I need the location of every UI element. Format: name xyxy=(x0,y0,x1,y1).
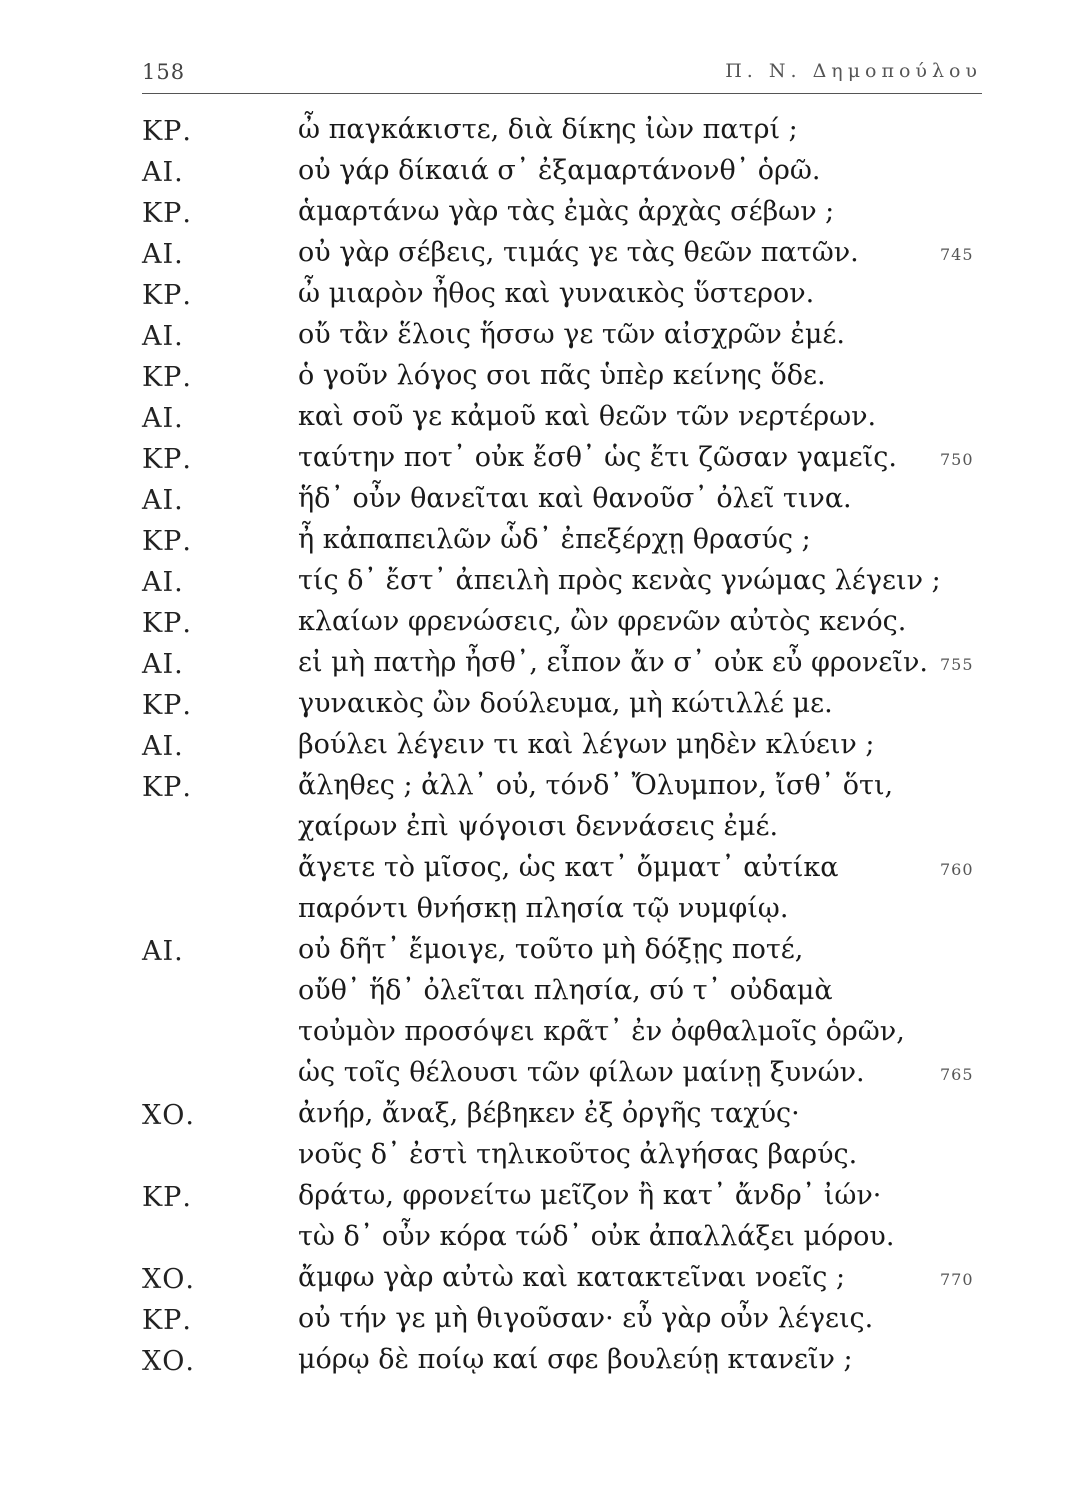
verse-line xyxy=(0,194,1085,235)
verse-text: καὶ σοῦ γε κἀμοῦ καὶ θεῶν τῶν νερτέρων. xyxy=(298,401,877,432)
speaker-label: ΧΟ. xyxy=(142,1264,195,1295)
verse-line xyxy=(0,1260,1085,1301)
page-number: 158 xyxy=(142,60,186,84)
verse-line xyxy=(0,1301,1085,1342)
speaker-label: ΑΙ. xyxy=(142,403,184,434)
running-head: Π. Ν. Δημοπούλου xyxy=(725,60,982,82)
verse-text: δράτω, φρονείτω μεῖζον ἢ κατ᾽ ἄνδρ᾽ ἰών· xyxy=(298,1180,882,1211)
page-header xyxy=(142,58,982,88)
verse-line xyxy=(0,1055,1085,1096)
line-number: 750 xyxy=(940,450,974,469)
verse-text: ἄληθες ; ἀλλ᾽ οὐ, τόνδ᾽ Ὄλυμπον, ἴσθ᾽ ὅτι, xyxy=(298,770,894,801)
verse-line xyxy=(0,153,1085,194)
speaker-label: ΚΡ. xyxy=(142,198,192,229)
verse-line xyxy=(0,1096,1085,1137)
verse-text: γυναικὸς ὢν δούλευμα, μὴ κώτιλλέ με. xyxy=(298,688,833,719)
verse-line xyxy=(0,973,1085,1014)
verse-text: οὐ τήν γε μὴ θιγοῦσαν· εὖ γὰρ οὖν λέγεις. xyxy=(298,1303,874,1334)
speaker-label: ΑΙ. xyxy=(142,321,184,352)
verse-line xyxy=(0,645,1085,686)
line-number: 770 xyxy=(940,1270,974,1289)
verse-text: εἰ μὴ πατὴρ ἦσθ᾽, εἶπον ἄν σ᾽ οὐκ εὖ φρονεῖν. xyxy=(298,647,928,678)
verse-text: ὦ μιαρὸν ἦθος καὶ γυναικὸς ὕστερον. xyxy=(298,278,815,309)
speaker-label: ΑΙ. xyxy=(142,936,184,967)
verse-line xyxy=(0,317,1085,358)
verse-text: ἦ κἀπαπειλῶν ὧδ᾽ ἐπεξέρχῃ θρασύς ; xyxy=(298,524,811,555)
verse-text: οὐ γάρ δίκαιά σ᾽ ἐξαμαρτάνονθ᾽ ὁρῶ. xyxy=(298,155,821,186)
verse-text: ἄμφω γὰρ αὐτὼ καὶ κατακτεῖναι νοεῖς ; xyxy=(298,1262,846,1293)
verse-line xyxy=(0,112,1085,153)
speaker-label: ΚΡ. xyxy=(142,1182,192,1213)
verse-line xyxy=(0,1178,1085,1219)
verse-line xyxy=(0,1137,1085,1178)
verse-text: ταύτην ποτ᾽ οὐκ ἔσθ᾽ ὡς ἔτι ζῶσαν γαμεῖς. xyxy=(298,442,897,473)
speaker-label: ΚΡ. xyxy=(142,608,192,639)
verse-text: οὐ γὰρ σέβεις, τιμάς γε τὰς θεῶν πατῶν. xyxy=(298,237,859,268)
speaker-label: ΚΡ. xyxy=(142,526,192,557)
verse-text: μόρῳ δὲ ποίῳ καί σφε βουλεύῃ κτανεῖν ; xyxy=(298,1344,853,1375)
verse-line xyxy=(0,1014,1085,1055)
speaker-label: ΚΡ. xyxy=(142,444,192,475)
verse-text: ἥδ᾽ οὖν θανεῖται καὶ θανοῦσ᾽ ὀλεῖ τινα. xyxy=(298,483,852,514)
verse-line xyxy=(0,276,1085,317)
verse-text: τίς δ᾽ ἔστ᾽ ἀπειλὴ πρὸς κενὰς γνώμας λέγειν ; xyxy=(298,565,941,596)
verse-text: ἁμαρτάνω γὰρ τὰς ἐμὰς ἀρχὰς σέβων ; xyxy=(298,196,835,227)
verse-line xyxy=(0,768,1085,809)
verse-text: οὐ δῆτ᾽ ἔμοιγε, τοῦτο μὴ δόξῃς ποτέ, xyxy=(298,934,804,965)
speaker-label: ΚΡ. xyxy=(142,1305,192,1336)
verse-line xyxy=(0,727,1085,768)
verse-line xyxy=(0,1219,1085,1260)
verse-list xyxy=(0,112,1085,1383)
speaker-label: ΚΡ. xyxy=(142,116,192,147)
speaker-label: ΑΙ. xyxy=(142,485,184,516)
line-number: 745 xyxy=(940,245,974,264)
speaker-label: ΑΙ. xyxy=(142,731,184,762)
speaker-label: ΑΙ. xyxy=(142,567,184,598)
verse-line xyxy=(0,399,1085,440)
speaker-label: ΧΟ. xyxy=(142,1346,195,1377)
verse-line xyxy=(0,809,1085,850)
verse-text: ὦ παγκάκιστε, διὰ δίκης ἰὼν πατρί ; xyxy=(298,114,798,145)
verse-line xyxy=(0,440,1085,481)
verse-text: βούλει λέγειν τι καὶ λέγων μηδὲν κλύειν ; xyxy=(298,729,875,760)
verse-text: ὡς τοῖς θέλουσι τῶν φίλων μαίνῃ ξυνών. xyxy=(298,1057,865,1088)
verse-line xyxy=(0,850,1085,891)
verse-text: τὼ δ᾽ οὖν κόρα τώδ᾽ οὐκ ἀπαλλάξει μόρου. xyxy=(298,1221,895,1252)
verse-line xyxy=(0,235,1085,276)
verse-text: ἀνήρ, ἄναξ, βέβηκεν ἐξ ὀργῆς ταχύς· xyxy=(298,1098,800,1129)
verse-text: ἄγετε τὸ μῖσος, ὡς κατ᾽ ὄμματ᾽ αὐτίκα xyxy=(298,852,839,883)
line-number: 765 xyxy=(940,1065,974,1084)
speaker-label: ΚΡ. xyxy=(142,690,192,721)
verse-line xyxy=(0,686,1085,727)
header-rule xyxy=(142,93,982,94)
verse-text: παρόντι θνήσκῃ πλησία τῷ νυμφίῳ. xyxy=(298,893,789,924)
verse-text: ὁ γοῦν λόγος σοι πᾶς ὑπὲρ κείνης ὅδε. xyxy=(298,360,826,391)
verse-line xyxy=(0,604,1085,645)
speaker-label: ΚΡ. xyxy=(142,362,192,393)
verse-text: τοὐμὸν προσόψει κρᾶτ᾽ ἐν ὀφθαλμοῖς ὁρῶν, xyxy=(298,1016,905,1047)
verse-text: οὔ τἂν ἕλοις ἥσσω γε τῶν αἰσχρῶν ἐμέ. xyxy=(298,319,845,350)
speaker-label: ΚΡ. xyxy=(142,772,192,803)
line-number: 755 xyxy=(940,655,974,674)
line-number: 760 xyxy=(940,860,974,879)
verse-line xyxy=(0,522,1085,563)
speaker-label: ΑΙ. xyxy=(142,239,184,270)
verse-text: χαίρων ἐπὶ ψόγοισι δεννάσεις ἐμέ. xyxy=(298,811,779,842)
speaker-label: ΑΙ. xyxy=(142,649,184,680)
verse-line xyxy=(0,481,1085,522)
verse-line xyxy=(0,891,1085,932)
verse-line xyxy=(0,563,1085,604)
verse-text: νοῦς δ᾽ ἐστὶ τηλικοῦτος ἀλγήσας βαρύς. xyxy=(298,1139,858,1170)
verse-line xyxy=(0,932,1085,973)
speaker-label: ΚΡ. xyxy=(142,280,192,311)
speaker-label: ΑΙ. xyxy=(142,157,184,188)
verse-line xyxy=(0,358,1085,399)
verse-line xyxy=(0,1342,1085,1383)
verse-text: οὔθ᾽ ἥδ᾽ ὀλεῖται πλησία, σύ τ᾽ οὐδαμὰ xyxy=(298,975,833,1006)
verse-text: κλαίων φρενώσεις, ὢν φρενῶν αὐτὸς κενός. xyxy=(298,606,907,637)
speaker-label: ΧΟ. xyxy=(142,1100,195,1131)
